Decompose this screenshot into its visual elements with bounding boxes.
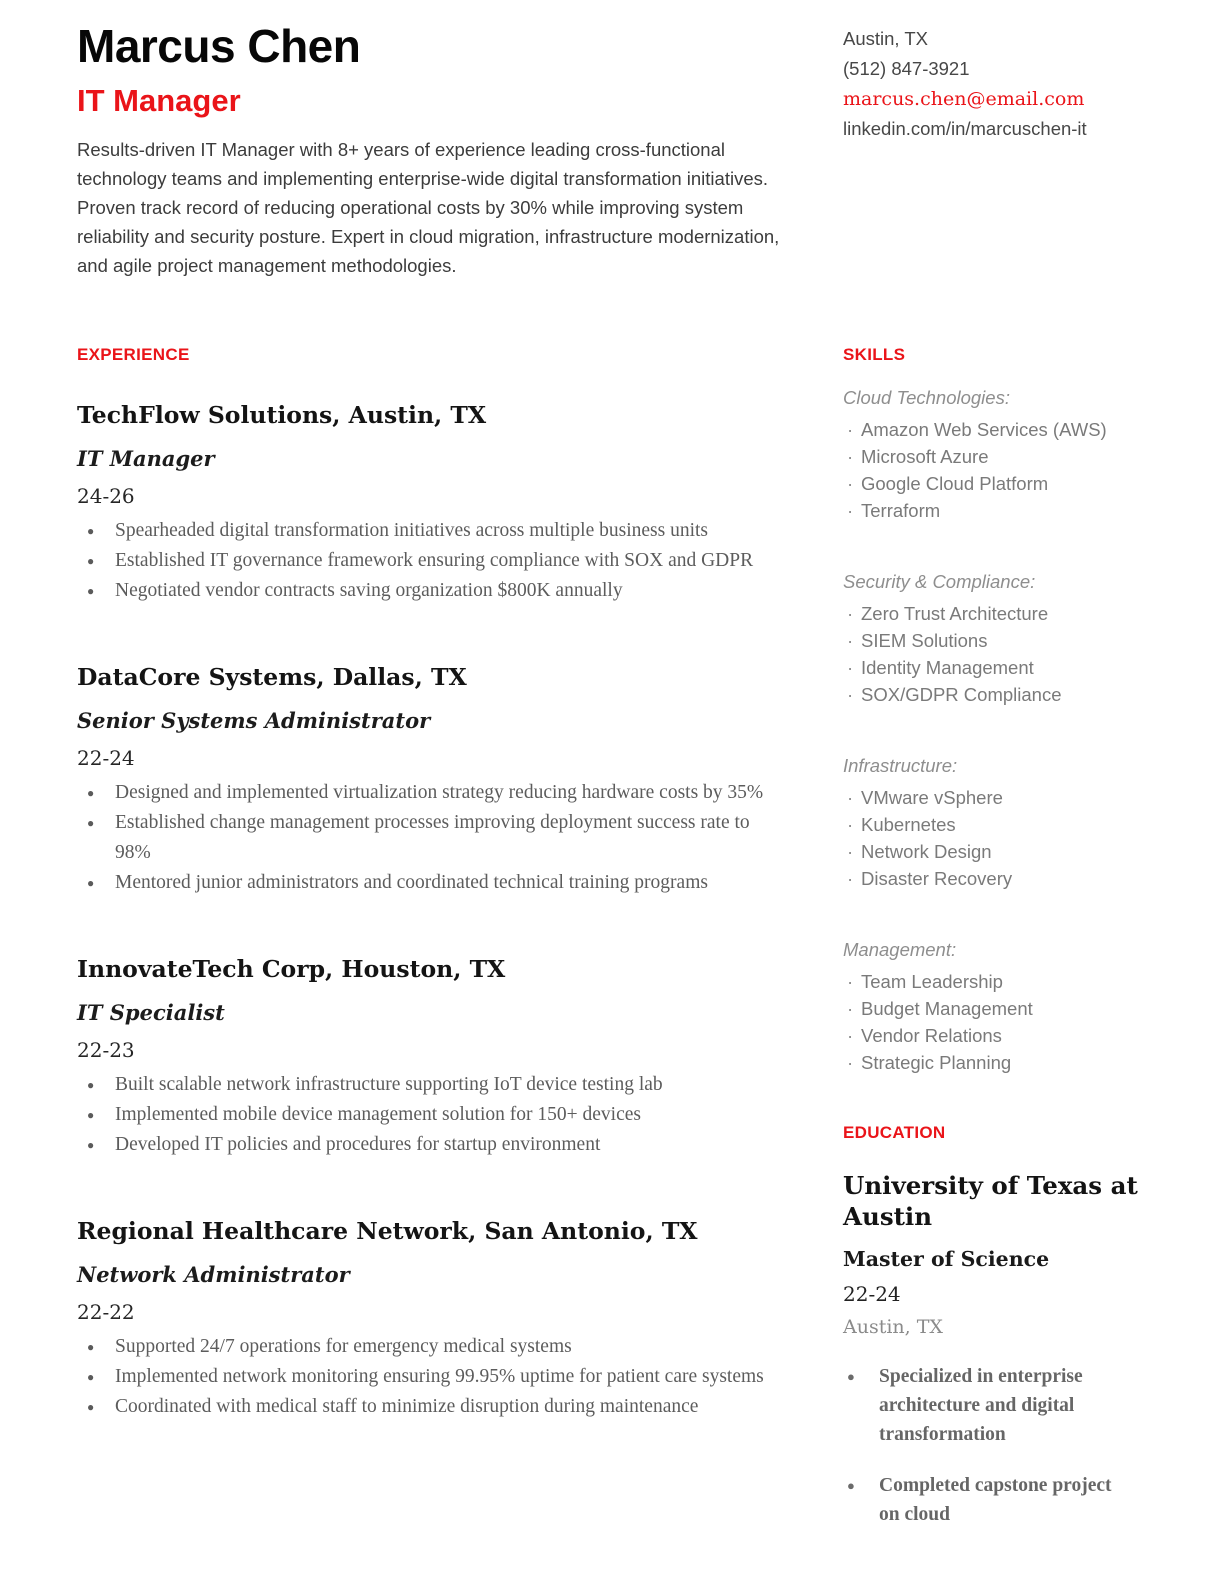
skill-text: Team Leadership — [861, 970, 1003, 992]
bullet-text: Supported 24/7 operations for emergency medical systems — [115, 1335, 572, 1357]
header — [0, 0, 1224, 280]
skill-text: Network Design — [861, 840, 992, 862]
education-bullets — [843, 1362, 1173, 1529]
small-bullet-icon: · — [847, 445, 854, 467]
bullet-icon: ● — [87, 1137, 95, 1152]
bullet-icon: ● — [87, 1107, 95, 1122]
skill-item — [843, 1022, 1173, 1049]
role-title: Network Administrator — [77, 1261, 350, 1287]
job-entry — [77, 400, 790, 606]
skill-text: Google Cloud Platform — [861, 472, 1049, 494]
bullet-icon: ● — [87, 553, 95, 568]
skills-section — [843, 344, 1173, 1076]
skill-item — [843, 784, 1173, 811]
bullet-text: Mentored junior administrators and coordinated technical training programs — [115, 871, 708, 893]
skill-text: SOX/GDPR Compliance — [861, 683, 1062, 705]
education-bullet-text: Completed capstone project on cloud — [879, 1474, 1112, 1525]
skill-text: Vendor Relations — [861, 1024, 1002, 1046]
small-bullet-icon: · — [847, 997, 854, 1019]
contact-email-link[interactable]: marcus.chen@email.com — [843, 88, 1085, 110]
bullet-icon: ● — [87, 523, 95, 538]
sidebar-column — [843, 344, 1173, 1551]
bullet-icon: ● — [87, 785, 95, 800]
bullet-text: Built scalable network infrastructure supporting IoT device testing lab — [115, 1073, 663, 1095]
company-name: TechFlow Solutions, Austin, TX — [77, 400, 487, 429]
skill-text: Identity Management — [861, 656, 1034, 678]
contact-linkedin: linkedin.com/in/marcuschen-it — [843, 118, 1087, 139]
job-dates: 22-24 — [77, 745, 135, 770]
bullet-text: Developed IT policies and procedures for startup environment — [115, 1133, 601, 1155]
small-bullet-icon: · — [847, 602, 854, 624]
bullet-icon: ● — [87, 875, 95, 890]
bullet-text: Negotiated vendor contracts saving organization $800K annually — [115, 579, 623, 601]
job-bullet-item — [77, 1362, 790, 1392]
small-bullet-icon: · — [847, 683, 854, 705]
skill-item — [843, 681, 1173, 708]
job-dates: 24-26 — [77, 483, 135, 508]
education-section — [843, 1122, 1173, 1529]
job-bullet-list — [77, 1070, 790, 1160]
skill-item-list — [843, 416, 1173, 524]
bullet-text: Implemented network monitoring ensuring 99.95% uptime for patient care systems — [115, 1365, 764, 1387]
person-name: Marcus Chen — [77, 20, 361, 72]
skill-item — [843, 1049, 1173, 1076]
bullet-text: Coordinated with medical staff to minimize disruption during maintenance — [115, 1395, 699, 1417]
bullet-text: Established IT governance framework ensuring compliance with SOX and GDPR — [115, 549, 754, 571]
job-entry — [77, 954, 790, 1160]
experience-heading: EXPERIENCE — [77, 344, 190, 364]
bullet-icon: ● — [87, 1399, 95, 1414]
skill-text: Terraform — [861, 499, 941, 521]
bullet-icon: ● — [87, 1339, 95, 1354]
skill-group-list — [843, 386, 1173, 1076]
job-list — [77, 400, 790, 1422]
small-bullet-icon: · — [847, 1051, 854, 1073]
skill-item — [843, 995, 1173, 1022]
skill-item — [843, 443, 1173, 470]
job-bullet-item — [77, 1392, 790, 1422]
skill-group — [843, 938, 1173, 1076]
skill-item — [843, 600, 1173, 627]
job-bullet-item — [77, 808, 790, 868]
skills-heading: SKILLS — [843, 344, 906, 364]
skill-category-label: Cloud Technologies: — [843, 386, 1010, 408]
job-bullet-item — [77, 576, 790, 606]
small-bullet-icon: · — [847, 867, 854, 889]
skill-item — [843, 470, 1173, 497]
company-name: Regional Healthcare Network, San Antonio, TX — [77, 1216, 698, 1245]
job-bullet-item — [77, 516, 790, 546]
skill-text: Amazon Web Services (AWS) — [861, 418, 1107, 440]
professional-summary: Results-driven IT Manager with 8+ years of experience leading cross-functional technology teams and implementing enterprise-wide digital transformation initiatives. Proven track record of reducing operational costs by 30% while improving system reliability and security posture. Expert in cloud migration, infrastructure modernization, and agile project management methodologies. — [77, 138, 780, 276]
job-bullet-list — [77, 516, 790, 606]
skill-text: Strategic Planning — [861, 1051, 1012, 1073]
skill-item-list — [843, 600, 1173, 708]
education-bullet-item — [843, 1362, 1173, 1449]
skill-group — [843, 754, 1173, 892]
bullet-icon: ● — [87, 1369, 95, 1384]
job-bullet-item — [77, 868, 790, 898]
skill-category-label: Management: — [843, 938, 957, 960]
skill-item-list — [843, 968, 1173, 1076]
job-dates: 22-23 — [77, 1037, 135, 1062]
bullet-icon: ● — [847, 1368, 855, 1384]
small-bullet-icon: · — [847, 840, 854, 862]
bullet-text: Designed and implemented virtualization strategy reducing hardware costs by 35% — [115, 781, 764, 803]
skill-text: Zero Trust Architecture — [861, 602, 1049, 624]
skill-text: Disaster Recovery — [861, 867, 1013, 889]
role-title: IT Manager — [77, 445, 215, 471]
skill-group — [843, 570, 1173, 708]
small-bullet-icon: · — [847, 499, 854, 521]
job-bullet-item — [77, 778, 790, 808]
small-bullet-icon: · — [847, 629, 854, 651]
small-bullet-icon: · — [847, 1024, 854, 1046]
job-entry — [77, 662, 790, 898]
skill-text: Microsoft Azure — [861, 445, 989, 467]
bullet-text: Spearheaded digital transformation initiatives across multiple business units — [115, 519, 709, 541]
small-bullet-icon: · — [847, 813, 854, 835]
experience-section — [77, 344, 790, 1422]
content-columns — [0, 344, 1224, 1551]
bullet-icon: ● — [87, 815, 95, 830]
job-dates: 22-22 — [77, 1299, 135, 1324]
skill-item — [843, 627, 1173, 654]
bullet-icon: ● — [847, 1477, 855, 1493]
school-name: University of Texas at Austin — [843, 1170, 1138, 1231]
bullet-text: Established change management processes improving deployment success rate to 98% — [115, 811, 750, 863]
skill-item — [843, 654, 1173, 681]
skill-item — [843, 865, 1173, 892]
small-bullet-icon: · — [847, 472, 854, 494]
education-bullet-text: Specialized in enterprise architecture and digital transformation — [879, 1365, 1083, 1445]
skill-group — [843, 386, 1173, 524]
education-dates: 22-24 — [843, 1281, 901, 1306]
company-name: InnovateTech Corp, Houston, TX — [77, 954, 506, 983]
skill-item — [843, 968, 1173, 995]
education-bullet-item — [843, 1471, 1173, 1529]
skill-text: VMware vSphere — [861, 786, 1003, 808]
small-bullet-icon: · — [847, 656, 854, 678]
person-job-title: IT Manager — [77, 82, 241, 118]
job-bullet-list — [77, 1332, 790, 1422]
identity-block — [77, 0, 790, 280]
small-bullet-icon: · — [847, 970, 854, 992]
skill-item-list — [843, 784, 1173, 892]
education-heading: EDUCATION — [843, 1122, 946, 1142]
contact-block — [843, 0, 1173, 144]
job-entry — [77, 1216, 790, 1422]
degree-name: Master of Science — [843, 1246, 1050, 1271]
education-location: Austin, TX — [843, 1315, 943, 1338]
small-bullet-icon: · — [847, 418, 854, 440]
job-bullet-item — [77, 546, 790, 576]
company-name: DataCore Systems, Dallas, TX — [77, 662, 467, 691]
bullet-icon: ● — [87, 583, 95, 598]
skill-item — [843, 497, 1173, 524]
skill-item — [843, 811, 1173, 838]
role-title: Senior Systems Administrator — [77, 707, 431, 733]
bullet-text: Implemented mobile device management solution for 150+ devices — [115, 1103, 641, 1125]
skill-category-label: Security & Compliance: — [843, 570, 1036, 592]
skill-text: Kubernetes — [861, 813, 956, 835]
job-bullet-item — [77, 1100, 790, 1130]
job-bullet-list — [77, 778, 790, 898]
contact-location: Austin, TX — [843, 28, 929, 49]
skill-text: SIEM Solutions — [861, 629, 988, 651]
job-bullet-item — [77, 1070, 790, 1100]
skill-category-label: Infrastructure: — [843, 754, 958, 776]
skill-item — [843, 838, 1173, 865]
skill-text: Budget Management — [861, 997, 1033, 1019]
contact-phone: (512) 847-3921 — [843, 58, 970, 79]
role-title: IT Specialist — [77, 999, 225, 1025]
job-bullet-item — [77, 1332, 790, 1362]
skill-item — [843, 416, 1173, 443]
job-bullet-item — [77, 1130, 790, 1160]
bullet-icon: ● — [87, 1077, 95, 1092]
small-bullet-icon: · — [847, 786, 854, 808]
